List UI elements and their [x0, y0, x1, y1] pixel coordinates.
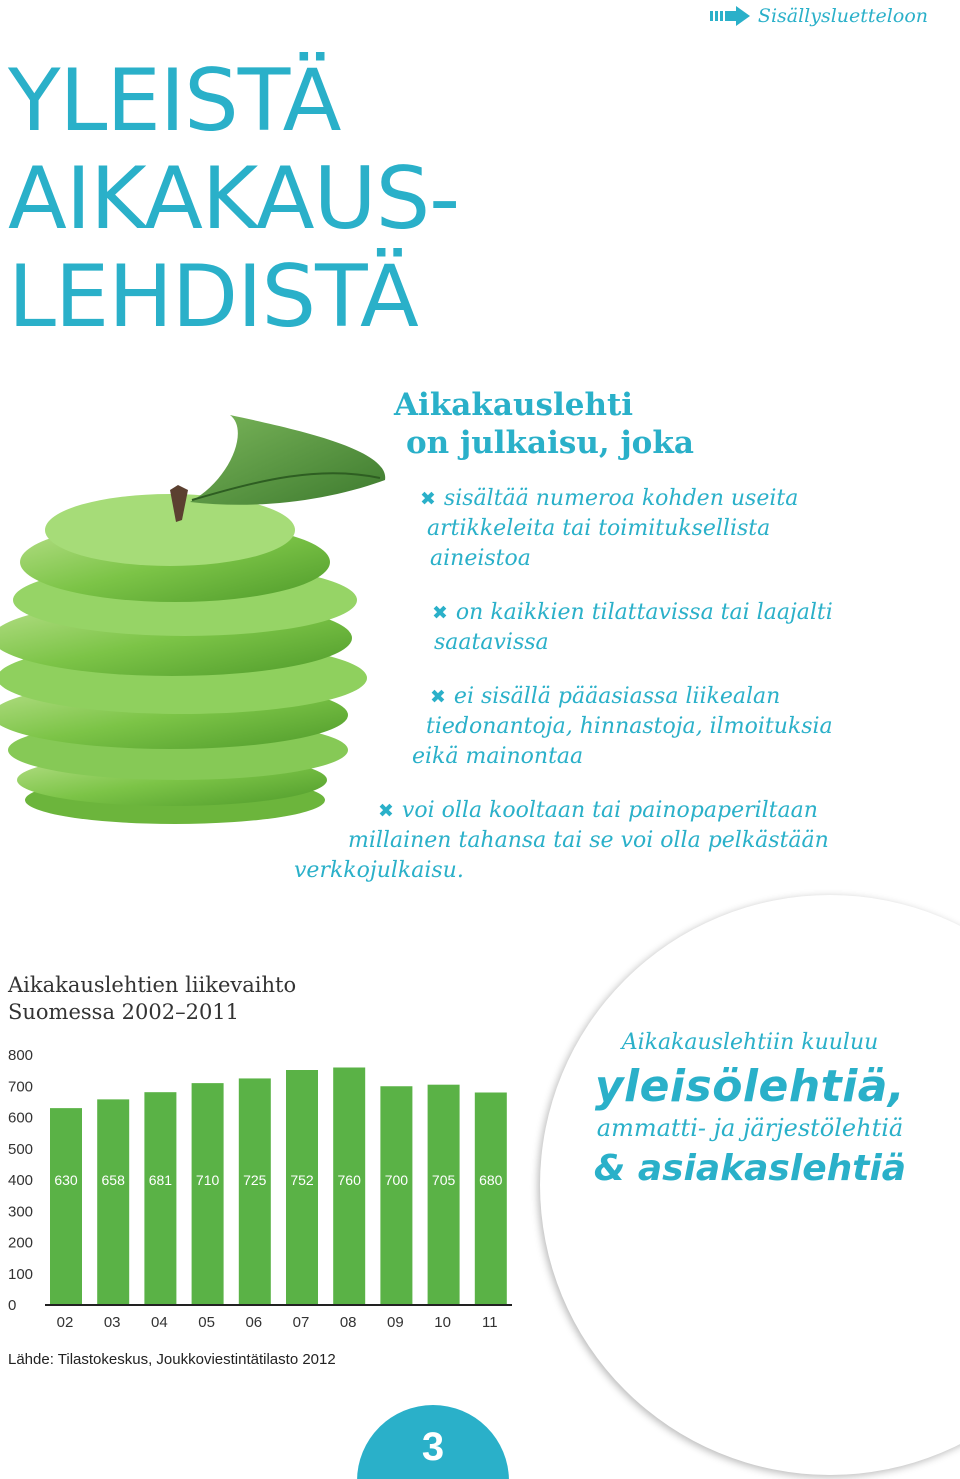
bullet-item-1: ✖ sisältää numeroa kohden useita artikkeleita tai toimituksellista aineistoa [420, 486, 799, 571]
cross-icon: ✖ [432, 602, 448, 624]
x-tick-label: 05 [198, 1314, 215, 1331]
cross-icon: ✖ [378, 800, 394, 822]
bar-value-label: 752 [290, 1172, 314, 1188]
bar-value-label: 725 [243, 1172, 267, 1188]
chart-title-line-2: Suomessa 2002–2011 [8, 1000, 240, 1024]
y-tick-label: 400 [8, 1172, 34, 1189]
x-tick-label: 03 [103, 1314, 121, 1331]
toc-link[interactable] [710, 5, 928, 27]
revenue-bar-chart [0, 1035, 530, 1345]
y-tick-label: 200 [8, 1234, 34, 1252]
y-tick-label: 100 [8, 1265, 34, 1283]
bullet-item-4: ✖ voi olla kooltaan tai painopaperiltaan millainen tahansa tai se voi olla pelkästään verkkojulkaisu. [294, 798, 829, 883]
y-tick-label: 600 [8, 1109, 34, 1127]
toc-label: Sisällysluetteloon [757, 5, 928, 27]
x-tick-label: 08 [339, 1314, 357, 1331]
y-tick-label: 500 [8, 1140, 34, 1158]
bar-value-label: 700 [384, 1172, 409, 1188]
title-line-3: LEHDISTÄ [8, 247, 418, 347]
x-tick-label: 10 [434, 1314, 451, 1331]
x-tick-label: 06 [245, 1314, 263, 1331]
bar [50, 1108, 82, 1305]
bar [380, 1086, 412, 1305]
callout-line-1: Aikakauslehtiin kuuluu [621, 1030, 879, 1055]
chart-title [8, 972, 296, 1026]
bar-value-label: 705 [431, 1172, 456, 1188]
intro-heading [394, 386, 694, 462]
arrow-right-icon [710, 6, 750, 26]
bar [428, 1085, 460, 1305]
y-tick-label: 300 [8, 1203, 34, 1221]
title-line-2: AIKAKAUS- [8, 149, 460, 249]
source-note: Lähde: Tilastokeskus, Joukkoviestintätilasto 2012 [8, 1351, 336, 1368]
callout-text [540, 1030, 960, 1189]
x-tick-label: 07 [292, 1314, 310, 1331]
cross-icon: ✖ [430, 686, 446, 708]
intro-line-1: Aikakauslehti [394, 387, 634, 423]
chart-title-line-1: Aikakauslehtien liikevaihto [8, 973, 297, 997]
callout-line-2: yleisölehtiä, [594, 1061, 906, 1112]
bar-value-label: 680 [479, 1172, 503, 1188]
bar [192, 1083, 224, 1305]
cross-icon: ✖ [420, 488, 436, 510]
intro-line-2: on julkaisu, joka [406, 425, 694, 461]
bar [97, 1099, 129, 1305]
y-tick-label: 800 [8, 1047, 34, 1064]
y-tick-label: 0 [8, 1297, 17, 1314]
bar-value-label: 658 [101, 1172, 125, 1188]
sliced-apple-image [0, 410, 400, 830]
page-title [8, 52, 459, 346]
bar [239, 1078, 271, 1305]
page-number: 3 [421, 1425, 445, 1469]
bullet-item-3: ✖ ei sisällä pääasiassa liikealan tiedonantoja, hinnastoja, ilmoituksia eikä mainontaa [412, 684, 833, 769]
x-tick-label: 11 [482, 1314, 498, 1331]
bar [144, 1092, 176, 1305]
x-tick-label: 04 [151, 1314, 168, 1331]
bar-value-label: 760 [337, 1172, 361, 1188]
bar [475, 1093, 507, 1306]
y-tick-label: 700 [8, 1078, 34, 1096]
title-line-1: YLEISTÄ [8, 51, 341, 151]
bar-value-label: 710 [195, 1172, 220, 1188]
bar-value-label: 630 [54, 1172, 78, 1188]
callout-line-3: ammatti- ja järjestölehtiä [596, 1114, 904, 1142]
bullet-item-2: ✖ on kaikkien tilattavissa tai laajalti saatavissa [432, 600, 833, 655]
x-tick-label: 09 [387, 1314, 404, 1331]
callout-line-4: & asiakaslehtiä [593, 1148, 907, 1189]
x-tick-label: 02 [56, 1314, 74, 1331]
bar-value-label: 681 [148, 1172, 173, 1188]
